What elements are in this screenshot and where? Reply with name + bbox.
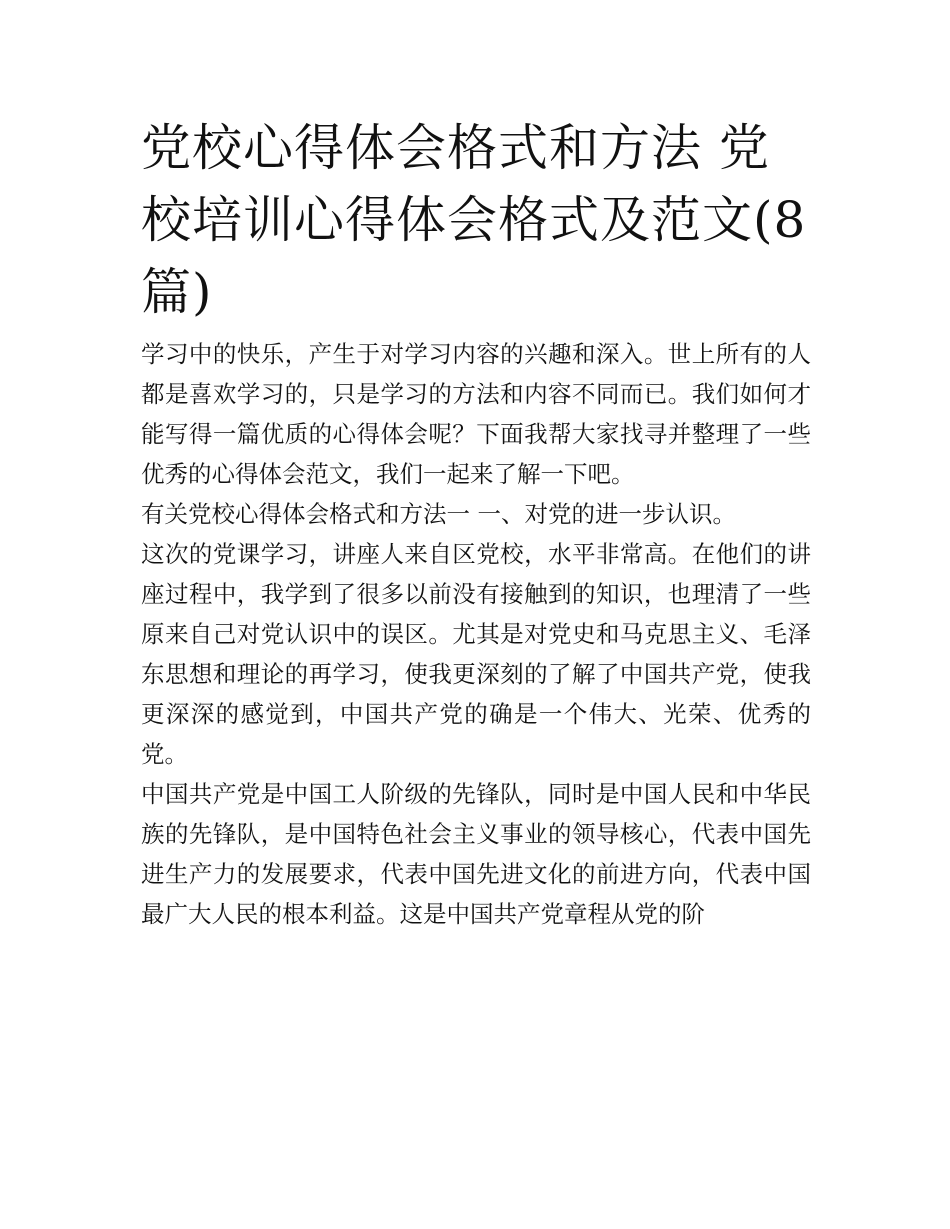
document-title: 党校心得体会格式和方法 党校培训心得体会格式及范文(8篇) <box>141 119 807 321</box>
paragraph-section-heading: 有关党校心得体会格式和方法一 一、对党的进一步认识。 <box>141 500 736 528</box>
document-body <box>141 112 811 934</box>
paragraph-intro: 学习中的快乐，产生于对学习内容的兴趣和深入。世上所有的人都是喜欢学习的，只是学习的方法和内容不同而已。我们如何才能写得一篇优质的心得体会呢？下面我帮大家找寻并整理了一些优秀的心得体会范文，我们一起来了解一下吧。 <box>141 340 811 488</box>
paragraph-party-class: 这次的党课学习，讲座人来自区党校，水平非常高。在他们的讲座过程中，我学到了很多以前没有接触到的知识，也理清了一些原来自己对党认识中的误区。尤其是对党史和马克思主义、毛泽东思想和理论的再学习，使我更深刻的了解了中国共产党，使我更深深的感觉到，中国共产党的确是一个伟大、光荣、优秀的党。 <box>141 540 811 768</box>
paragraph-party-vanguard: 中国共产党是中国工人阶级的先锋队，同时是中国人民和中华民族的先锋队，是中国特色社会主义事业的领导核心，代表中国先进生产力的发展要求，代表中国先进文化的前进方向，代表中国最广大人民的根本利益。这是中国共产党章程从党的阶 <box>141 780 811 928</box>
